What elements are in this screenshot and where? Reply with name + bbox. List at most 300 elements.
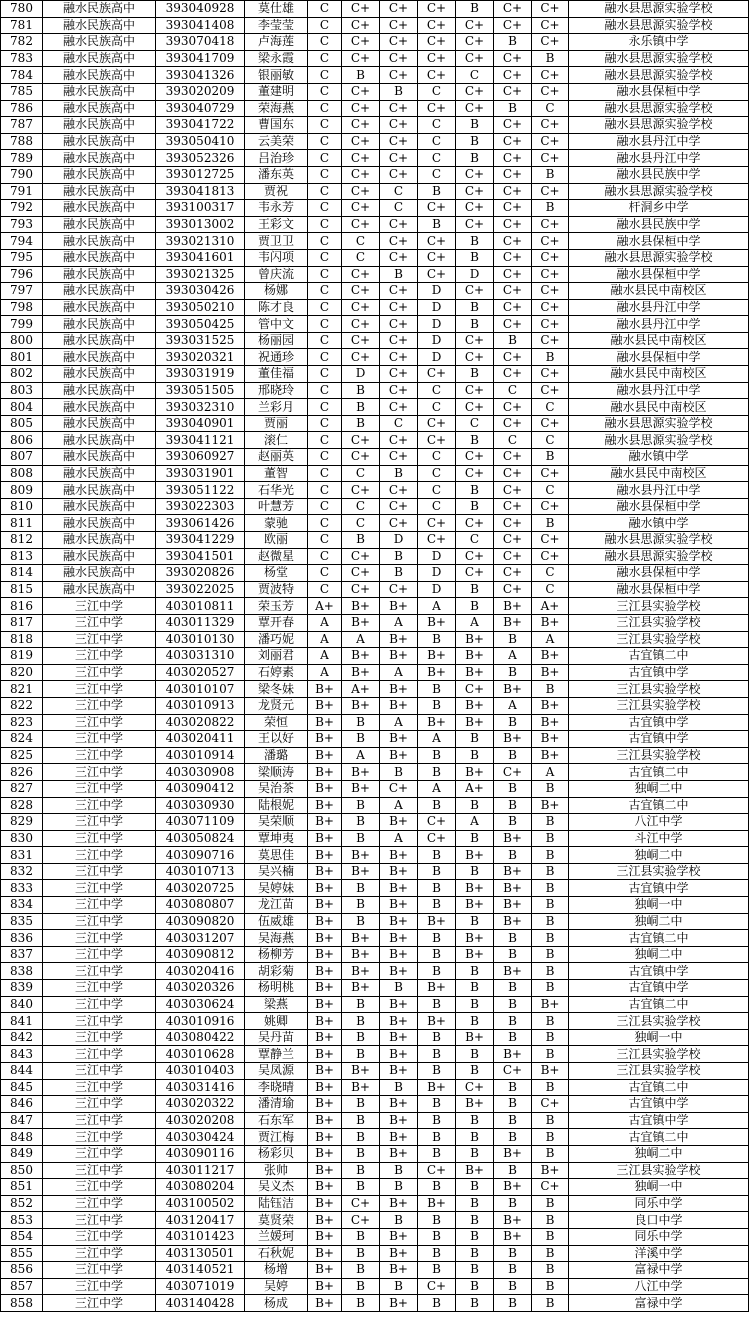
junior-school-cell: 融水县思源实验学校 (569, 415, 749, 432)
row-number-cell: 787 (1, 117, 43, 134)
grade-1-cell: C (308, 100, 342, 117)
grade-7-cell: C+ (532, 283, 569, 300)
junior-school-cell: 三江县实验学校 (569, 697, 749, 714)
grade-6-cell: C+ (494, 183, 532, 200)
grade-1-cell: C (308, 581, 342, 598)
high-school-cell: 三江中学 (43, 1262, 156, 1279)
junior-school-cell: 古宜镇中学 (569, 714, 749, 731)
student-name-cell: 管中文 (245, 316, 308, 333)
exam-id-cell: 393032310 (156, 399, 245, 416)
exam-id-cell: 403100502 (156, 1195, 245, 1212)
grade-3-cell: C+ (380, 166, 418, 183)
row-number-cell: 804 (1, 399, 43, 416)
grade-5-cell: B+ (456, 764, 494, 781)
grade-6-cell: B (494, 1129, 532, 1146)
grade-6-cell: B+ (494, 1212, 532, 1229)
grade-7-cell: B+ (532, 714, 569, 731)
grade-5-cell: C+ (456, 100, 494, 117)
grade-7-cell: B+ (532, 614, 569, 631)
student-name-cell: 吴凤源 (245, 1063, 308, 1080)
grade-4-cell: C+ (418, 1, 456, 18)
grade-1-cell: C (308, 548, 342, 565)
grade-5-cell: B+ (456, 631, 494, 648)
grade-4-cell: B (418, 930, 456, 947)
grade-4-cell: C+ (418, 266, 456, 283)
grade-5-cell: B+ (456, 1029, 494, 1046)
grade-3-cell: B (380, 1079, 418, 1096)
grade-3-cell: B (380, 465, 418, 482)
grade-6-cell: B (494, 1245, 532, 1262)
exam-id-cell: 403020416 (156, 963, 245, 980)
high-school-cell: 三江中学 (43, 797, 156, 814)
exam-id-cell: 393041229 (156, 532, 245, 549)
student-name-cell: 滚仁 (245, 432, 308, 449)
table-row (1, 1129, 749, 1146)
grade-7-cell: B (532, 1245, 569, 1262)
grade-4-cell: B (418, 764, 456, 781)
student-name-cell: 石东军 (245, 1112, 308, 1129)
grade-7-cell: C+ (532, 316, 569, 333)
table-row (1, 581, 749, 598)
grade-5-cell: B+ (456, 714, 494, 731)
table-row (1, 1228, 749, 1245)
table-row (1, 332, 749, 349)
grade-1-cell: C (308, 200, 342, 217)
high-school-cell: 融水民族高中 (43, 50, 156, 67)
high-school-cell: 三江中学 (43, 1228, 156, 1245)
grade-7-cell: C+ (532, 332, 569, 349)
grade-7-cell: C+ (532, 233, 569, 250)
grade-1-cell: B+ (308, 1295, 342, 1312)
high-school-cell: 融水民族高中 (43, 415, 156, 432)
high-school-cell: 融水民族高中 (43, 515, 156, 532)
grade-5-cell: B (456, 581, 494, 598)
exam-id-cell: 393040901 (156, 415, 245, 432)
student-name-cell: 覃坤夷 (245, 830, 308, 847)
grade-2-cell: C+ (342, 565, 380, 582)
grade-7-cell: B (532, 1112, 569, 1129)
student-name-cell: 王彩文 (245, 216, 308, 233)
grade-3-cell: B (380, 565, 418, 582)
junior-school-cell: 独峒一中 (569, 1179, 749, 1196)
junior-school-cell: 融水县思源实验学校 (569, 117, 749, 134)
grade-2-cell: B+ (342, 1079, 380, 1096)
junior-school-cell: 融水县民族中学 (569, 166, 749, 183)
exam-id-cell: 393041601 (156, 249, 245, 266)
high-school-cell: 三江中学 (43, 863, 156, 880)
grade-4-cell: C (418, 166, 456, 183)
grade-6-cell: C+ (494, 1063, 532, 1080)
grade-1-cell: B+ (308, 731, 342, 748)
grade-6-cell: C+ (494, 532, 532, 549)
high-school-cell: 融水民族高中 (43, 449, 156, 466)
grade-6-cell: C+ (494, 233, 532, 250)
grade-4-cell: B (418, 1228, 456, 1245)
student-name-cell: 刘丽君 (245, 648, 308, 665)
junior-school-cell: 融水镇中学 (569, 515, 749, 532)
grade-5-cell: B+ (456, 697, 494, 714)
grade-5-cell: B+ (456, 1162, 494, 1179)
high-school-cell: 融水民族高中 (43, 498, 156, 515)
exam-id-cell: 393052326 (156, 150, 245, 167)
exam-id-cell: 403010403 (156, 1063, 245, 1080)
grade-3-cell: B+ (380, 681, 418, 698)
junior-school-cell: 融水县保桓中学 (569, 581, 749, 598)
grade-7-cell: B (532, 1295, 569, 1312)
grade-7-cell: B (532, 1046, 569, 1063)
row-number-cell: 811 (1, 515, 43, 532)
high-school-cell: 三江中学 (43, 714, 156, 731)
grade-7-cell: B (532, 980, 569, 997)
grade-2-cell: B (342, 1013, 380, 1030)
grade-3-cell: C+ (380, 482, 418, 499)
grade-1-cell: B+ (308, 847, 342, 864)
grade-7-cell: C+ (532, 548, 569, 565)
student-name-cell: 银丽敏 (245, 67, 308, 84)
grade-7-cell: C+ (532, 415, 569, 432)
exam-id-cell: 393022025 (156, 581, 245, 598)
student-name-cell: 杨堂 (245, 565, 308, 582)
high-school-cell: 三江中学 (43, 1129, 156, 1146)
grade-6-cell: B (494, 847, 532, 864)
grade-6-cell: B+ (494, 963, 532, 980)
junior-school-cell: 古宜镇中学 (569, 731, 749, 748)
grade-6-cell: C+ (494, 50, 532, 67)
grade-7-cell: B (532, 681, 569, 698)
row-number-cell: 805 (1, 415, 43, 432)
grade-7-cell: C (532, 100, 569, 117)
grade-6-cell: A (494, 648, 532, 665)
table-row (1, 946, 749, 963)
junior-school-cell: 三江县实验学校 (569, 747, 749, 764)
grade-4-cell: B (418, 797, 456, 814)
grade-7-cell: C+ (532, 83, 569, 100)
grade-7-cell: C+ (532, 183, 569, 200)
junior-school-cell: 古宜镇中学 (569, 664, 749, 681)
grade-5-cell: A (456, 614, 494, 631)
grade-6-cell: B (494, 1295, 532, 1312)
high-school-cell: 三江中学 (43, 648, 156, 665)
table-row (1, 1, 749, 18)
high-school-cell: 三江中学 (43, 814, 156, 831)
junior-school-cell: 独峒一中 (569, 1029, 749, 1046)
student-name-cell: 梁永霞 (245, 50, 308, 67)
exam-id-cell: 403020822 (156, 714, 245, 731)
grade-7-cell: B (532, 1029, 569, 1046)
grade-5-cell: C+ (456, 83, 494, 100)
grade-3-cell: C+ (380, 382, 418, 399)
junior-school-cell: 杆洞乡中学 (569, 200, 749, 217)
grade-7-cell: B (532, 515, 569, 532)
grade-2-cell: C+ (342, 332, 380, 349)
high-school-cell: 融水民族高中 (43, 432, 156, 449)
grade-4-cell: B (418, 697, 456, 714)
grade-1-cell: B+ (308, 1162, 342, 1179)
row-number-cell: 807 (1, 449, 43, 466)
exam-id-cell: 393022303 (156, 498, 245, 515)
junior-school-cell: 古宜镇二中 (569, 1079, 749, 1096)
grade-6-cell: B (494, 332, 532, 349)
grade-7-cell: C+ (532, 67, 569, 84)
grade-2-cell: C+ (342, 100, 380, 117)
grade-7-cell: B+ (532, 648, 569, 665)
table-row (1, 847, 749, 864)
table-row (1, 980, 749, 997)
grade-3-cell: B+ (380, 814, 418, 831)
row-number-cell: 857 (1, 1278, 43, 1295)
grade-6-cell: B+ (494, 681, 532, 698)
grade-1-cell: B+ (308, 830, 342, 847)
grade-4-cell: C+ (418, 366, 456, 383)
grade-1-cell: C (308, 465, 342, 482)
grade-3-cell: C+ (380, 449, 418, 466)
grade-7-cell: C+ (532, 465, 569, 482)
grade-2-cell: B (342, 1278, 380, 1295)
grade-4-cell: C+ (418, 515, 456, 532)
row-number-cell: 853 (1, 1212, 43, 1229)
exam-id-cell: 393050210 (156, 299, 245, 316)
grade-4-cell: B (418, 847, 456, 864)
grade-3-cell: C+ (380, 133, 418, 150)
table-row (1, 166, 749, 183)
row-number-cell: 858 (1, 1295, 43, 1312)
grade-3-cell: B+ (380, 1295, 418, 1312)
table-row (1, 548, 749, 565)
grade-7-cell: B (532, 913, 569, 930)
grade-2-cell: B+ (342, 764, 380, 781)
table-row (1, 1262, 749, 1279)
exam-id-cell: 403071019 (156, 1278, 245, 1295)
grade-6-cell: B+ (494, 1228, 532, 1245)
junior-school-cell: 融水县思源实验学校 (569, 67, 749, 84)
grade-7-cell: C (532, 432, 569, 449)
exam-id-cell: 393040928 (156, 1, 245, 18)
grade-1-cell: C (308, 316, 342, 333)
grade-5-cell: B (456, 299, 494, 316)
student-name-cell: 兰彩月 (245, 399, 308, 416)
grade-4-cell: B (418, 183, 456, 200)
grade-6-cell: C+ (494, 299, 532, 316)
row-number-cell: 793 (1, 216, 43, 233)
grade-5-cell: B (456, 863, 494, 880)
junior-school-cell: 融水县思源实验学校 (569, 50, 749, 67)
grade-1-cell: B+ (308, 1096, 342, 1113)
student-name-cell: 陆根妮 (245, 797, 308, 814)
grade-2-cell: C+ (342, 449, 380, 466)
grade-2-cell: B (342, 996, 380, 1013)
grade-1-cell: B+ (308, 880, 342, 897)
grade-3-cell: C+ (380, 432, 418, 449)
grade-5-cell: C (456, 415, 494, 432)
grade-6-cell: B (494, 1029, 532, 1046)
grade-3-cell: B+ (380, 697, 418, 714)
row-number-cell: 823 (1, 714, 43, 731)
exam-id-cell: 403130501 (156, 1245, 245, 1262)
grade-4-cell: B (418, 681, 456, 698)
student-name-cell: 潘璐 (245, 747, 308, 764)
student-name-cell: 杨柳芳 (245, 946, 308, 963)
exam-id-cell: 393031919 (156, 366, 245, 383)
grade-3-cell: C+ (380, 100, 418, 117)
exam-id-cell: 393041722 (156, 117, 245, 134)
high-school-cell: 融水民族高中 (43, 216, 156, 233)
high-school-cell: 融水民族高中 (43, 83, 156, 100)
grade-5-cell: A+ (456, 780, 494, 797)
junior-school-cell: 独峒二中 (569, 913, 749, 930)
grade-2-cell: C+ (342, 166, 380, 183)
grade-3-cell: B+ (380, 930, 418, 947)
grade-7-cell: B (532, 814, 569, 831)
grade-7-cell: C+ (532, 216, 569, 233)
student-name-cell: 胡彩菊 (245, 963, 308, 980)
grade-6-cell: B+ (494, 731, 532, 748)
grade-7-cell: B (532, 1195, 569, 1212)
junior-school-cell: 独峒二中 (569, 1145, 749, 1162)
grade-5-cell: C+ (456, 565, 494, 582)
exam-id-cell: 393061426 (156, 515, 245, 532)
grade-1-cell: C (308, 332, 342, 349)
table-row (1, 1145, 749, 1162)
junior-school-cell: 斗江中学 (569, 830, 749, 847)
student-name-cell: 贾波特 (245, 581, 308, 598)
student-name-cell: 荣海燕 (245, 100, 308, 117)
student-name-cell: 杨娜 (245, 283, 308, 300)
row-number-cell: 852 (1, 1195, 43, 1212)
high-school-cell: 三江中学 (43, 1079, 156, 1096)
grade-5-cell: B (456, 233, 494, 250)
grade-5-cell: C (456, 532, 494, 549)
grade-1-cell: B+ (308, 1046, 342, 1063)
grade-4-cell: C (418, 117, 456, 134)
grade-5-cell: B (456, 316, 494, 333)
grade-7-cell: B (532, 830, 569, 847)
exam-id-cell: 403010628 (156, 1046, 245, 1063)
grade-2-cell: C+ (342, 482, 380, 499)
high-school-cell: 三江中学 (43, 1162, 156, 1179)
grade-6-cell: B (494, 100, 532, 117)
high-school-cell: 三江中学 (43, 1112, 156, 1129)
grade-5-cell: B+ (456, 897, 494, 914)
grade-2-cell: B (342, 1245, 380, 1262)
grade-6-cell: C+ (494, 200, 532, 217)
student-name-cell: 董智 (245, 465, 308, 482)
grade-3-cell: B+ (380, 1129, 418, 1146)
grade-3-cell: B+ (380, 598, 418, 615)
table-row (1, 266, 749, 283)
exam-id-cell: 403140428 (156, 1295, 245, 1312)
row-number-cell: 850 (1, 1162, 43, 1179)
grade-3-cell: C+ (380, 366, 418, 383)
row-number-cell: 844 (1, 1063, 43, 1080)
grade-4-cell: C (418, 482, 456, 499)
row-number-cell: 840 (1, 996, 43, 1013)
row-number-cell: 794 (1, 233, 43, 250)
grade-5-cell: B (456, 1295, 494, 1312)
grade-6-cell: C+ (494, 283, 532, 300)
grade-3-cell: B+ (380, 1145, 418, 1162)
grade-5-cell: B (456, 1262, 494, 1279)
high-school-cell: 融水民族高中 (43, 100, 156, 117)
grade-4-cell: C+ (418, 67, 456, 84)
table-row (1, 880, 749, 897)
grade-5-cell: B+ (456, 664, 494, 681)
grade-5-cell: B (456, 1046, 494, 1063)
grade-2-cell: B (342, 382, 380, 399)
grade-1-cell: B+ (308, 780, 342, 797)
exam-id-cell: 403090812 (156, 946, 245, 963)
grade-4-cell: D (418, 548, 456, 565)
exam-id-cell: 403010916 (156, 1013, 245, 1030)
high-school-cell: 三江中学 (43, 1212, 156, 1229)
high-school-cell: 三江中学 (43, 681, 156, 698)
grade-3-cell: B+ (380, 1228, 418, 1245)
row-number-cell: 780 (1, 1, 43, 18)
junior-school-cell: 融水县保桓中学 (569, 565, 749, 582)
grade-4-cell: D (418, 316, 456, 333)
row-number-cell: 841 (1, 1013, 43, 1030)
grade-5-cell: C+ (456, 399, 494, 416)
student-name-cell: 赵微星 (245, 548, 308, 565)
high-school-cell: 融水民族高中 (43, 249, 156, 266)
grade-6-cell: B+ (494, 863, 532, 880)
grade-6-cell: C+ (494, 565, 532, 582)
junior-school-cell: 三江县实验学校 (569, 598, 749, 615)
row-number-cell: 837 (1, 946, 43, 963)
high-school-cell: 融水民族高中 (43, 266, 156, 283)
grade-4-cell: B (418, 880, 456, 897)
grade-4-cell: C+ (418, 1278, 456, 1295)
grade-4-cell: B (418, 1029, 456, 1046)
grade-6-cell: B+ (494, 614, 532, 631)
high-school-cell: 三江中学 (43, 996, 156, 1013)
grade-5-cell: C+ (456, 166, 494, 183)
high-school-cell: 融水民族高中 (43, 283, 156, 300)
grade-2-cell: B (342, 1162, 380, 1179)
grade-3-cell: B (380, 83, 418, 100)
grade-2-cell: A+ (342, 681, 380, 698)
grade-6-cell: B+ (494, 880, 532, 897)
grade-4-cell: B+ (418, 714, 456, 731)
grade-3-cell: D (380, 532, 418, 549)
exam-id-cell: 403090820 (156, 913, 245, 930)
grade-2-cell: B (342, 1179, 380, 1196)
grade-4-cell: B (418, 897, 456, 914)
student-name-cell: 兰媛珂 (245, 1228, 308, 1245)
grade-3-cell: C+ (380, 515, 418, 532)
grade-3-cell: A (380, 664, 418, 681)
exam-id-cell: 393021325 (156, 266, 245, 283)
grade-1-cell: C (308, 83, 342, 100)
table-row (1, 67, 749, 84)
grade-7-cell: B (532, 1013, 569, 1030)
high-school-cell: 融水民族高中 (43, 166, 156, 183)
grade-7-cell: B (532, 930, 569, 947)
grade-4-cell: B (418, 1179, 456, 1196)
junior-school-cell: 独峒二中 (569, 780, 749, 797)
exam-id-cell: 403030624 (156, 996, 245, 1013)
row-number-cell: 782 (1, 34, 43, 51)
grade-1-cell: C (308, 299, 342, 316)
student-name-cell: 吴义杰 (245, 1179, 308, 1196)
grade-1-cell: C (308, 532, 342, 549)
grade-5-cell: C+ (456, 200, 494, 217)
student-name-cell: 吴荣顺 (245, 814, 308, 831)
grade-1-cell: C (308, 449, 342, 466)
exam-id-cell: 393041408 (156, 17, 245, 34)
junior-school-cell: 独峒二中 (569, 847, 749, 864)
junior-school-cell: 古宜镇中学 (569, 1096, 749, 1113)
grade-1-cell: B+ (308, 980, 342, 997)
